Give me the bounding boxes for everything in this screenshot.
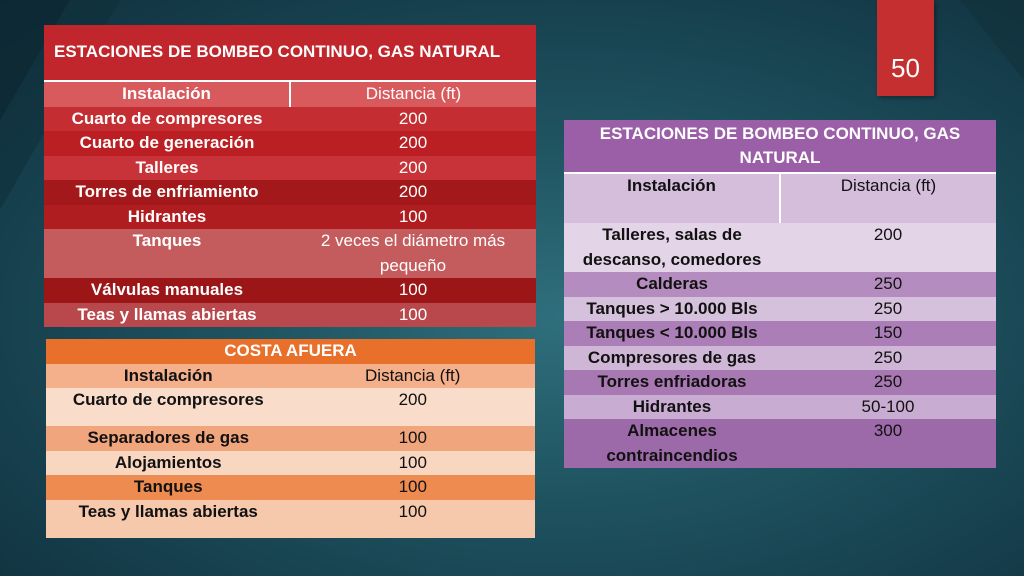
cell-distancia: 200	[290, 107, 536, 132]
table-row	[44, 229, 536, 278]
table-row	[564, 395, 996, 420]
cell-distancia: 250	[780, 272, 996, 297]
cell-instalacion: Almacenes contraincendios	[564, 419, 780, 468]
cell-instalacion: Torres enfriadoras	[564, 370, 780, 395]
cell-distancia: 2 veces el diámetro más pequeño	[290, 229, 536, 278]
cell-instalacion: Talleres, salas de descanso, comedores	[564, 223, 780, 272]
table-bombeo-red	[44, 25, 536, 327]
table-title: ESTACIONES DE BOMBEO CONTINUO, GAS NATURAL	[564, 120, 996, 173]
table-row	[44, 131, 536, 156]
cell-instalacion: Teas y llamas abiertas	[46, 500, 291, 538]
cell-distancia: 100	[291, 426, 536, 451]
cell-distancia: 250	[780, 370, 996, 395]
cell-distancia: 250	[780, 297, 996, 322]
column-header-distancia: Distancia (ft)	[780, 173, 996, 223]
table-row	[44, 303, 536, 328]
column-header-instalacion: Instalación	[46, 364, 291, 389]
cell-distancia: 100	[291, 475, 536, 500]
table-bombeo-purple	[564, 120, 996, 468]
column-header-distancia: Distancia (ft)	[291, 364, 536, 389]
table-row	[564, 297, 996, 322]
table-costa-afuera	[46, 339, 535, 538]
cell-distancia: 200	[291, 388, 536, 426]
table-row	[44, 180, 536, 205]
column-header-instalacion: Instalación	[44, 81, 290, 107]
cell-instalacion: Tanques	[46, 475, 291, 500]
cell-instalacion: Alojamientos	[46, 451, 291, 476]
table-row	[564, 321, 996, 346]
cell-instalacion: Calderas	[564, 272, 780, 297]
table-row	[564, 419, 996, 468]
table-title: ESTACIONES DE BOMBEO CONTINUO, GAS NATURAL	[44, 25, 536, 81]
column-header-distancia: Distancia (ft)	[290, 81, 536, 107]
cell-instalacion: Talleres	[44, 156, 290, 181]
table-row	[564, 346, 996, 371]
table-row	[44, 107, 536, 132]
table-row	[44, 156, 536, 181]
cell-instalacion: Tanques > 10.000 Bls	[564, 297, 780, 322]
cell-instalacion: Torres de enfriamiento	[44, 180, 290, 205]
cell-instalacion: Cuarto de generación	[44, 131, 290, 156]
table-row	[564, 370, 996, 395]
cell-instalacion: Tanques < 10.000 Bls	[564, 321, 780, 346]
table-row	[44, 205, 536, 230]
table-row	[46, 426, 535, 451]
cell-instalacion: Válvulas manuales	[44, 278, 290, 303]
table-row	[46, 388, 535, 426]
slide-number: 50	[877, 0, 934, 96]
table-row	[564, 223, 996, 272]
cell-distancia: 100	[290, 205, 536, 230]
cell-distancia: 300	[780, 419, 996, 468]
cell-instalacion: Tanques	[44, 229, 290, 278]
table-row	[46, 500, 535, 538]
column-header-instalacion: Instalación	[564, 173, 780, 223]
cell-distancia: 200	[290, 180, 536, 205]
cell-distancia: 150	[780, 321, 996, 346]
cell-instalacion: Compresores de gas	[564, 346, 780, 371]
cell-distancia: 100	[291, 451, 536, 476]
cell-distancia: 50-100	[780, 395, 996, 420]
cell-instalacion: Teas y llamas abiertas	[44, 303, 290, 328]
cell-instalacion: Separadores de gas	[46, 426, 291, 451]
table-row	[44, 278, 536, 303]
cell-distancia: 250	[780, 346, 996, 371]
cell-distancia: 200	[290, 131, 536, 156]
cell-distancia: 100	[290, 303, 536, 328]
cell-instalacion: Cuarto de compresores	[46, 388, 291, 426]
cell-distancia: 200	[780, 223, 996, 272]
cell-instalacion: Hidrantes	[564, 395, 780, 420]
table-row	[46, 451, 535, 476]
table-row	[564, 272, 996, 297]
cell-distancia: 100	[290, 278, 536, 303]
cell-distancia: 100	[291, 500, 536, 538]
cell-instalacion: Hidrantes	[44, 205, 290, 230]
cell-distancia: 200	[290, 156, 536, 181]
table-title: COSTA AFUERA	[46, 339, 535, 364]
table-row	[46, 475, 535, 500]
cell-instalacion: Cuarto de compresores	[44, 107, 290, 132]
